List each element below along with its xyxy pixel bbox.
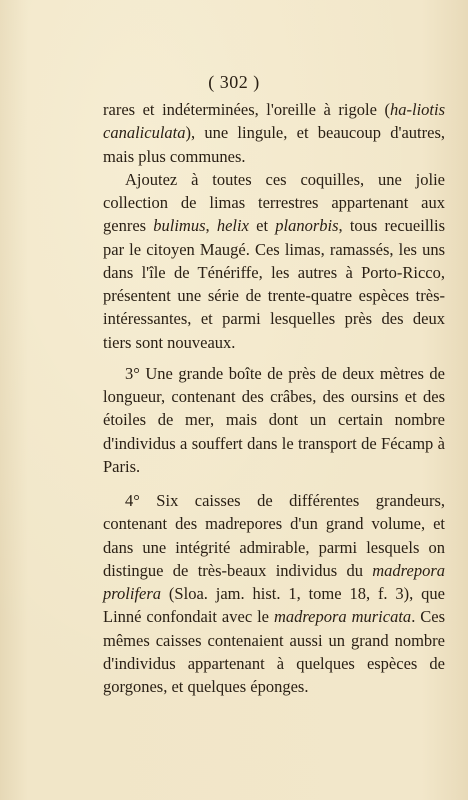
text-run: et xyxy=(248,216,276,236)
text-run: ), une lingule, et beaucoup d'autres, mais plus communes. xyxy=(103,123,445,166)
text-run: rares et indéterminées, l'oreille à rigole ( xyxy=(103,100,390,119)
italic-term: madrepora prolifera xyxy=(103,560,445,603)
text-run: , xyxy=(205,216,217,236)
text-run: , tous recueillis par le citoyen Maugé. Ces limas, ramassés, les uns dans l'île de Ténériffe, les autres à Porto-Ricco, présentent une série de trente-quatre espèces très-intéressantes, et parmi lesquelles près des deux tiers sont nouveaux. xyxy=(103,216,445,352)
italic-term: planorbis xyxy=(275,216,339,236)
paragraph-1 xyxy=(103,98,445,168)
italic-term: madrepora muricata xyxy=(273,607,412,627)
italic-term: bulimus xyxy=(153,216,206,236)
text-run: (Sloa. jam. hist. 1, tome 18, f. 3), que Linné confondait avec le xyxy=(103,584,445,627)
text-run: Ajoutez à toutes ces coquilles, une jolie collection de limas terrestres appartenant aux genres xyxy=(103,169,445,236)
text-run: 3° Une grande boîte de près de deux mètres de longueur, contenant des crâbes, des oursins et des étoiles de mer, mais dont un certain nombre d'individus a souffert dans le transport de Fécamp à Paris. xyxy=(103,363,445,476)
paragraph-4 xyxy=(103,489,445,698)
text-run: 4° Six caisses de différentes grandeurs, contenant des madrepores d'un grand volume, et dans une intégrité admirable, parmi lesquels on distingue de très-beaux individus du xyxy=(103,491,445,580)
page-body xyxy=(103,98,445,698)
text-run: . Ces mêmes caisses contenaient aussi un grand nombre d'individus appartenant à quelques espèces de gorgones, et quelques éponges. xyxy=(103,607,445,696)
page-number: ( 302 ) xyxy=(208,72,260,92)
paragraph-2 xyxy=(103,168,445,354)
italic-term: helix xyxy=(216,216,249,236)
paragraph-3 xyxy=(103,362,445,478)
italic-term: ha-liotis canaliculata xyxy=(103,100,445,143)
